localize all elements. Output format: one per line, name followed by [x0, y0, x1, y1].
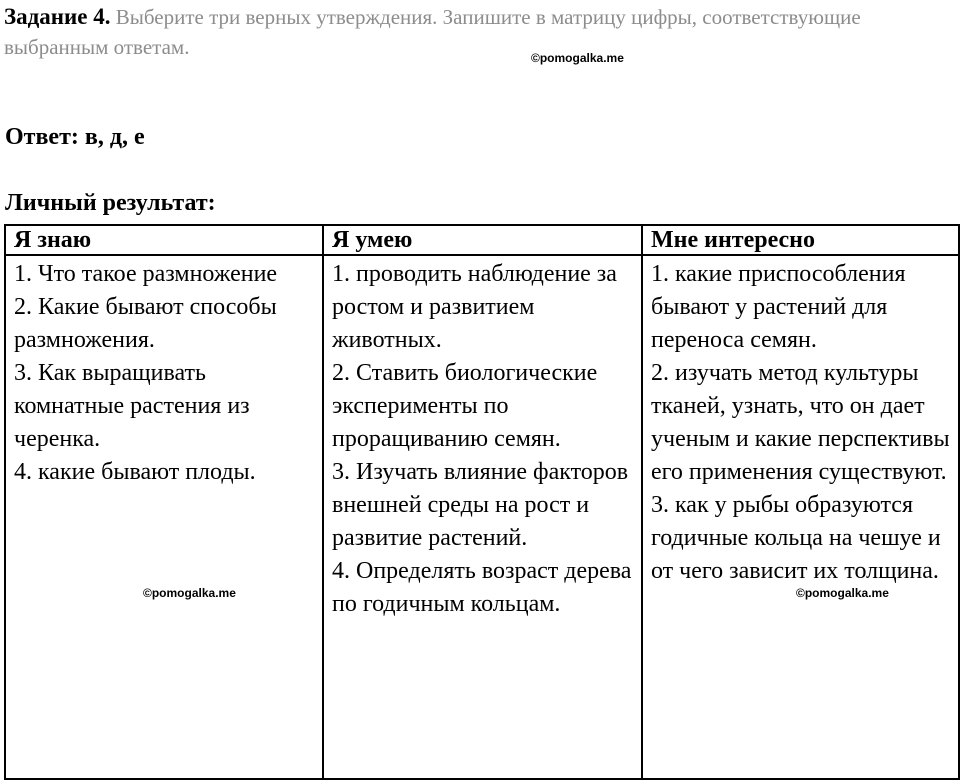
task-label: Задание 4.: [4, 4, 111, 29]
list-item: 1. проводить наблюдение за ростом и развитием животных.: [332, 261, 617, 353]
task-statement: [4, 2, 944, 62]
list-item: 3. как у рыбы образуются годичные кольца на чешуе и от чего зависит их толщина.: [651, 492, 941, 584]
list-item: 3. Изучать влияние факторов внешней среды на рост и развитие растений.: [332, 459, 629, 551]
result-heading: Личный результат:: [5, 190, 216, 216]
task-text: Выберите три верных утверждения. Запишите в матрицу цифры, соответствующие выбранным ответам.: [4, 5, 861, 59]
answer: Ответ: в, д, е: [5, 124, 145, 150]
list-item: 4. какие бывают плоды.: [14, 459, 256, 485]
cell-interesting: [642, 255, 959, 779]
result-table: [4, 224, 960, 780]
table-row: [5, 255, 959, 779]
header-interesting: Мне интересно: [642, 225, 959, 255]
list-item: 1. Что такое размножение: [14, 261, 278, 287]
list-item: 1. какие приспособления бывают у растений для переноса семян.: [651, 261, 906, 353]
cell-i-know: [5, 255, 323, 779]
table-header-row: [5, 225, 959, 255]
list-item: 2. Какие бывают способы размножения.: [14, 294, 277, 353]
watermark: ©pomogalka.me: [531, 51, 624, 65]
watermark: ©pomogalka.me: [796, 586, 889, 600]
list-item: 4. Определять возраст дерева по годичным кольцам.: [332, 558, 632, 617]
list-item: 2. Ставить биологические эксперименты по проращиванию семян.: [332, 360, 598, 452]
list-item: 2. изучать метод культуры тканей, узнать, что он дает ученым и какие перспективы его применения существуют.: [651, 360, 950, 485]
header-i-know: Я знаю: [5, 225, 323, 255]
watermark: ©pomogalka.me: [143, 586, 236, 600]
list-item: 3. Как выращивать комнатные растения из черенка.: [14, 360, 250, 452]
header-i-can: Я умею: [323, 225, 642, 255]
cell-i-can: [323, 255, 642, 779]
